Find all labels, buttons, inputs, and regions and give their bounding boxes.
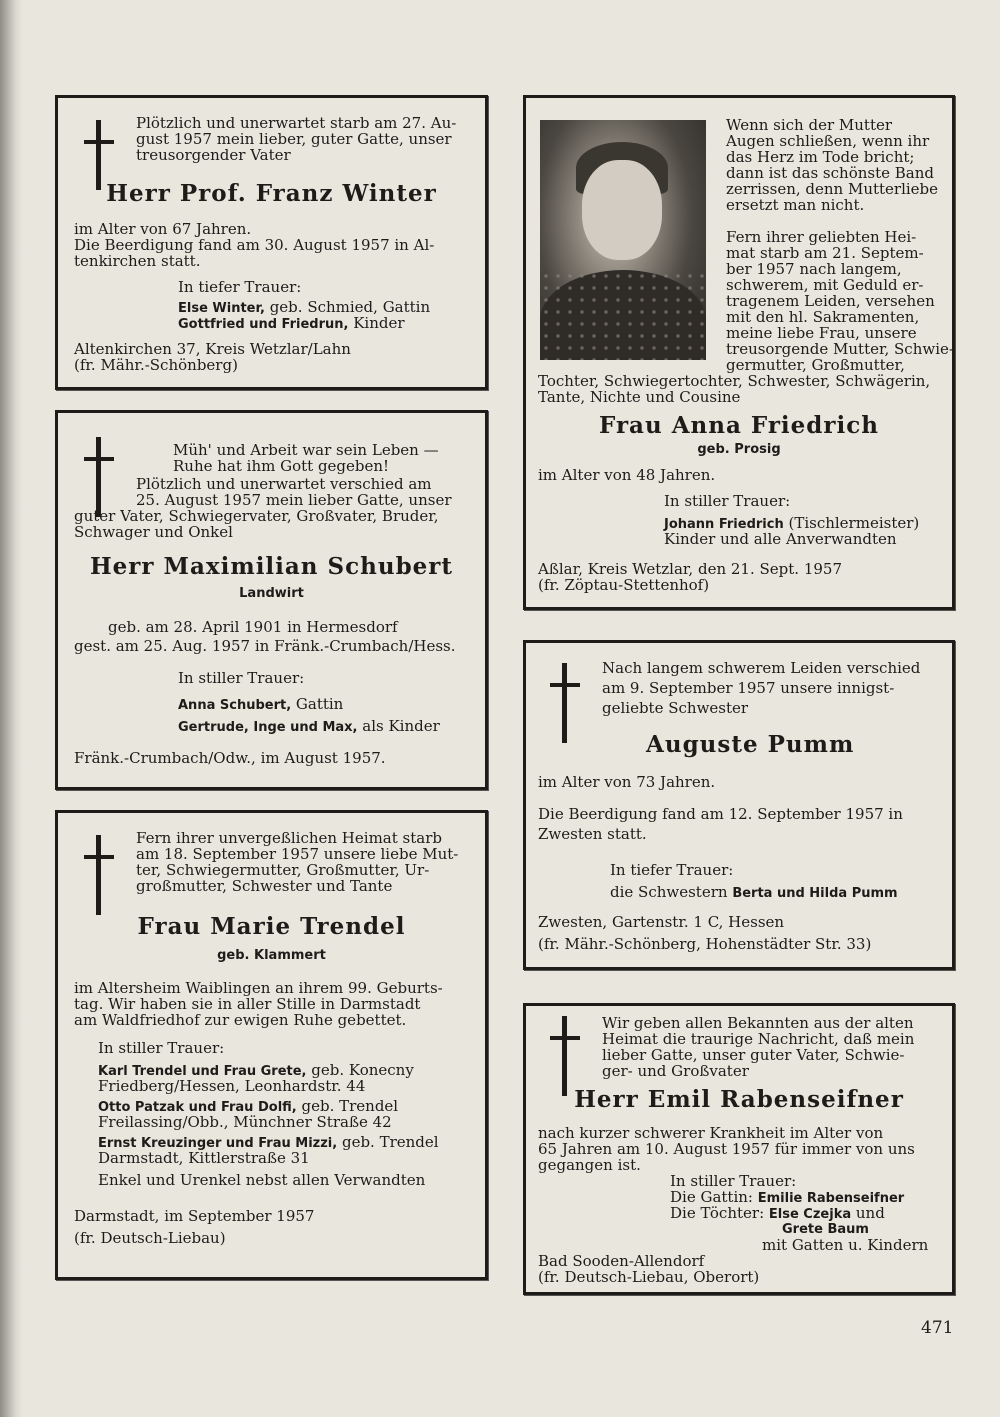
intro-line: Fern ihrer geliebten Hei- bbox=[726, 228, 917, 246]
deceased-name: Frau Anna Friedrich bbox=[599, 412, 879, 439]
intro-line: treusorgende Mutter, Schwie- bbox=[726, 340, 954, 358]
intro-line: schwerem, mit Geduld er- bbox=[726, 276, 924, 294]
poem-line: dann ist das schönste Band bbox=[726, 164, 934, 182]
portrait-photo bbox=[540, 120, 706, 360]
intro-line: am 18. September 1957 unsere liebe Mut- bbox=[136, 845, 459, 863]
intro-line: meine liebe Frau, unsere bbox=[726, 324, 917, 342]
intro-line: ber 1957 nach langem, bbox=[726, 260, 902, 278]
intro-line: Schwager und Onkel bbox=[74, 523, 233, 541]
address-line: Aßlar, Kreis Wetzlar, den 21. Sept. 1957 bbox=[538, 560, 842, 578]
mourning-heading: In stiller Trauer: bbox=[98, 1039, 225, 1057]
occupation: Landwirt bbox=[239, 586, 304, 601]
notice-anna-friedrich bbox=[523, 95, 955, 610]
mourner-line: Ernst Kreuzinger und Frau Mizzi, geb. Trendel bbox=[98, 1133, 439, 1151]
intro-line: mit den hl. Sakramenten, bbox=[726, 308, 920, 326]
mourner-line: Kinder und alle Anverwandten bbox=[664, 530, 897, 548]
funeral-line: Die Beerdigung fand am 12. September 1957 in bbox=[538, 805, 903, 823]
mourner-line: Die Gattin: Emilie Rabenseifner bbox=[670, 1188, 905, 1206]
mourner-line: Enkel und Urenkel nebst allen Verwandten bbox=[98, 1171, 426, 1189]
mourner-line: Else Winter, geb. Schmied, Gattin bbox=[178, 298, 431, 316]
notice-emil-rabenseifner bbox=[523, 1003, 955, 1295]
notice-marie-trendel bbox=[55, 810, 488, 1280]
detail-line: im Altersheim Waiblingen an ihrem 99. Geburts- bbox=[74, 979, 443, 997]
detail-line: im Alter von 67 Jahren. bbox=[74, 220, 252, 238]
address-line: Darmstadt, im September 1957 bbox=[74, 1207, 315, 1225]
poem-line: zerrissen, denn Mutterliebe bbox=[726, 180, 939, 198]
mourning-heading: In stiller Trauer: bbox=[670, 1172, 797, 1190]
address-line: Fränk.-Crumbach/Odw., im August 1957. bbox=[74, 749, 386, 767]
intro-line: Ruhe hat ihm Gott gegeben! bbox=[173, 457, 390, 475]
nee: geb. Klammert bbox=[217, 948, 326, 963]
intro-line: lieber Gatte, unser guter Vater, Schwie- bbox=[602, 1046, 905, 1064]
intro-line: guter Vater, Schwiegervater, Großvater, Bruder, bbox=[74, 507, 439, 525]
mourner-line: Karl Trendel und Frau Grete, geb. Konecny bbox=[98, 1061, 414, 1079]
intro-line: Tochter, Schwiegertochter, Schwester, Schwägerin, bbox=[538, 372, 931, 390]
intro-line: ter, Schwiegermutter, Großmutter, Ur- bbox=[136, 861, 430, 879]
intro-line: Plötzlich und unerwartet verschied am bbox=[136, 475, 432, 493]
address-line: Altenkirchen 37, Kreis Wetzlar/Lahn bbox=[74, 340, 351, 358]
detail-line: Die Beerdigung fand am 30. August 1957 in Al- bbox=[74, 236, 435, 254]
mourner-line: Gottfried und Friedrun, Kinder bbox=[178, 314, 405, 332]
address-line: (fr. Deutsch-Liebau, Oberort) bbox=[538, 1268, 760, 1286]
mourning-heading: In stiller Trauer: bbox=[664, 492, 791, 510]
detail-line: am Waldfriedhof zur ewigen Ruhe gebettet. bbox=[74, 1011, 407, 1029]
cross-icon bbox=[80, 437, 120, 517]
intro-line: ger- und Großvater bbox=[602, 1062, 749, 1080]
cross-icon bbox=[546, 1016, 586, 1096]
intro-line: Fern ihrer unvergeßlichen Heimat starb bbox=[136, 829, 442, 847]
intro-line: großmutter, Schwester und Tante bbox=[136, 877, 393, 895]
mourner-line: Grete Baum bbox=[782, 1222, 869, 1237]
mourning-heading: In stiller Trauer: bbox=[178, 669, 305, 687]
notice-franz-winter bbox=[55, 95, 488, 390]
mourning-heading: In tiefer Trauer: bbox=[610, 861, 734, 879]
age-line: im Alter von 73 Jahren. bbox=[538, 773, 716, 791]
birth-date: geb. am 28. April 1901 in Hermesdorf bbox=[108, 618, 398, 636]
intro-line: germutter, Großmutter, bbox=[726, 356, 905, 374]
intro-line: mat starb am 21. Septem- bbox=[726, 244, 924, 262]
poem-line: das Herz im Tode bricht; bbox=[726, 148, 915, 166]
notice-maximilian-schubert bbox=[55, 410, 488, 790]
mourner-line: Anna Schubert, Gattin bbox=[178, 695, 344, 713]
detail-line: tenkirchen statt. bbox=[74, 252, 201, 270]
poem-line: ersetzt man nicht. bbox=[726, 196, 865, 214]
funeral-line: Zwesten statt. bbox=[538, 825, 647, 843]
intro-line: Heimat die traurige Nachricht, daß mein bbox=[602, 1030, 915, 1048]
mourner-address: Freilassing/Obb., Münchner Straße 42 bbox=[98, 1113, 392, 1131]
death-date: gest. am 25. Aug. 1957 in Fränk.-Crumbach/Hess. bbox=[74, 637, 456, 655]
deceased-name: Herr Emil Rabenseifner bbox=[574, 1086, 904, 1113]
intro-line: treusorgender Vater bbox=[136, 146, 291, 164]
deceased-name: Herr Prof. Franz Winter bbox=[106, 180, 437, 207]
mourner-line: Johann Friedrich (Tischlermeister) bbox=[664, 514, 920, 532]
nee: geb. Prosig bbox=[697, 442, 781, 457]
mourner-line: Die Töchter: Else Czejka und bbox=[670, 1204, 885, 1222]
intro-line: am 9. September 1957 unsere innigst- bbox=[602, 679, 895, 697]
intro-line: 25. August 1957 mein lieber Gatte, unser bbox=[136, 491, 452, 509]
intro-line: gust 1957 mein lieber, guter Gatte, unser bbox=[136, 130, 452, 148]
deceased-name: Herr Maximilian Schubert bbox=[89, 553, 454, 580]
page-binding-shadow bbox=[0, 0, 22, 1417]
detail-line: tag. Wir haben sie in aller Stille in Darmstadt bbox=[74, 995, 421, 1013]
mourner-line: Otto Patzak und Frau Dolfi, geb. Trendel bbox=[98, 1097, 399, 1115]
detail-line: gegangen ist. bbox=[538, 1156, 641, 1174]
intro-line: Nach langem schwerem Leiden verschied bbox=[602, 659, 921, 677]
detail-line: 65 Jahren am 10. August 1957 für immer von uns bbox=[538, 1140, 915, 1158]
deceased-name: Frau Marie Trendel bbox=[137, 913, 406, 940]
mourner-line: Gertrude, Inge und Max, als Kinder bbox=[178, 717, 440, 735]
mourner-address: Darmstadt, Kittlerstraße 31 bbox=[98, 1149, 310, 1167]
intro-line: Tante, Nichte und Cousine bbox=[538, 388, 741, 406]
intro-line: Wir geben allen Bekannten aus der alten bbox=[602, 1014, 914, 1032]
address-line: (fr. Mähr.-Schönberg, Hohenstädter Str. 33) bbox=[538, 935, 872, 953]
address-line: Zwesten, Gartenstr. 1 C, Hessen bbox=[538, 913, 785, 931]
deceased-name: Auguste Pumm bbox=[646, 731, 855, 758]
cross-icon bbox=[80, 835, 120, 915]
intro-line: geliebte Schwester bbox=[602, 699, 749, 717]
intro-line: Plötzlich und unerwartet starb am 27. Au- bbox=[136, 114, 457, 132]
address-line: (fr. Zöptau-Stettenhof) bbox=[538, 576, 710, 594]
intro-line: tragenem Leiden, versehen bbox=[726, 292, 935, 310]
page-number: 471 bbox=[921, 1318, 954, 1338]
address-line: (fr. Deutsch-Liebau) bbox=[74, 1229, 226, 1247]
mourner-line: mit Gatten u. Kindern bbox=[762, 1236, 929, 1254]
mourner-address: Friedberg/Hessen, Leonhardstr. 44 bbox=[98, 1077, 366, 1095]
notice-auguste-pumm bbox=[523, 640, 955, 970]
address-line: (fr. Mähr.-Schönberg) bbox=[74, 356, 238, 374]
age-line: im Alter von 48 Jahren. bbox=[538, 466, 716, 484]
mourner-line: die Schwestern Berta und Hilda Pumm bbox=[610, 883, 898, 901]
poem-line: Wenn sich der Mutter bbox=[726, 116, 893, 134]
mourning-heading: In tiefer Trauer: bbox=[178, 278, 302, 296]
address-line: Bad Sooden-Allendorf bbox=[538, 1252, 705, 1270]
intro-line: Müh' und Arbeit war sein Leben — bbox=[173, 441, 439, 459]
detail-line: nach kurzer schwerer Krankheit im Alter von bbox=[538, 1124, 884, 1142]
cross-icon bbox=[546, 663, 586, 743]
poem-line: Augen schließen, wenn ihr bbox=[726, 132, 930, 150]
